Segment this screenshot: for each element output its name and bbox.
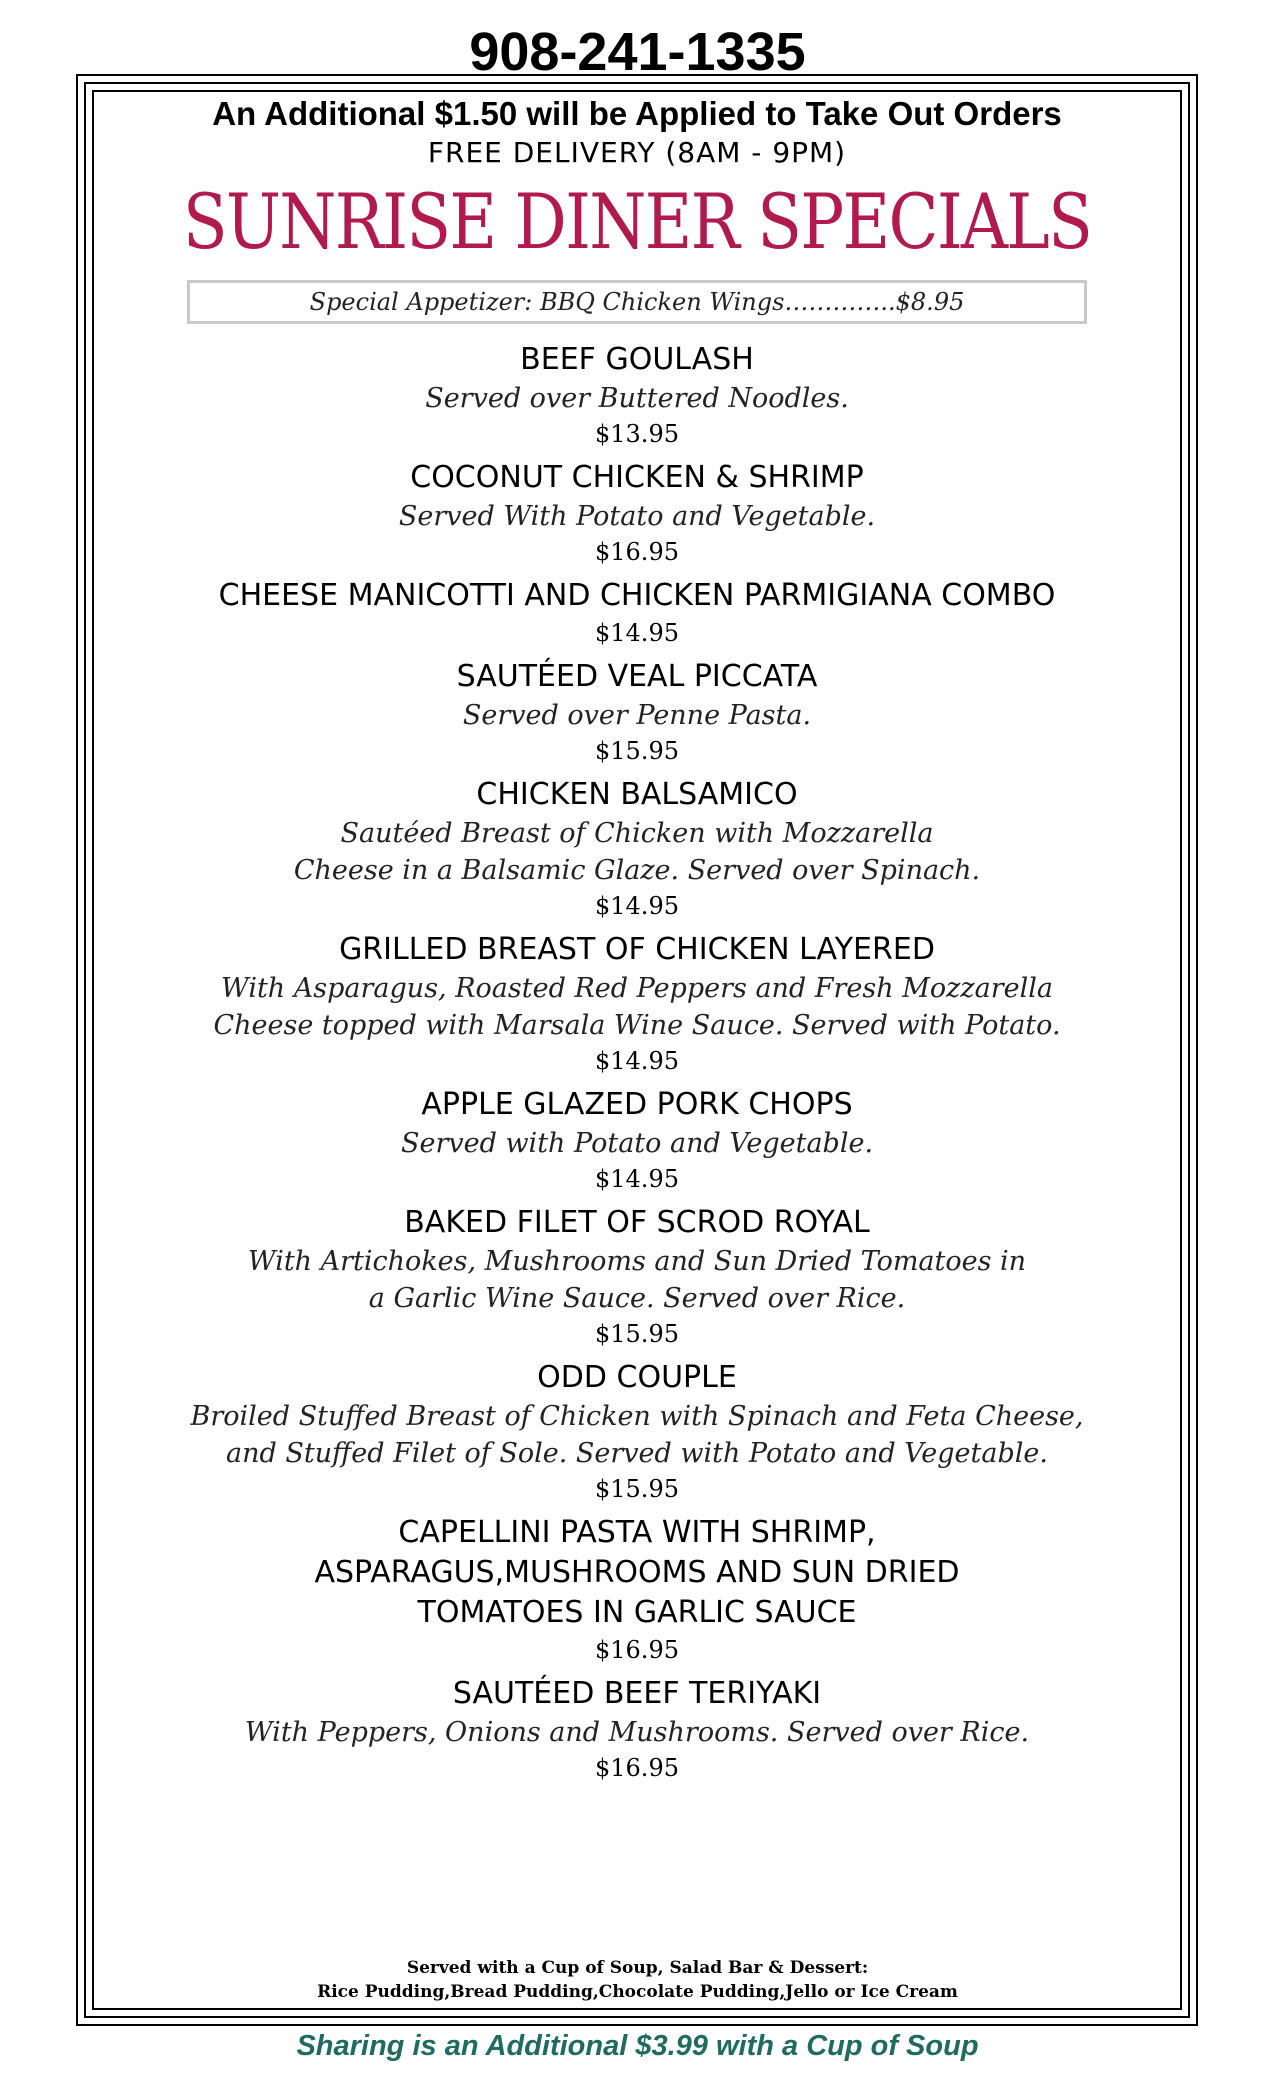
item-name: CAPELLINI PASTA WITH SHRIMP, ASPARAGUS,MUSHROOMS AND SUN DRIED TOMATOES IN GARLIC SAUCE: [314, 1515, 960, 1630]
item-price: $15.95: [595, 737, 679, 765]
item-description: With Asparagus, Roasted Red Peppers and Fresh Mozzarella Cheese topped with Marsala Wine Sauce. Served with Potato.: [213, 973, 1061, 1041]
footer-served-with: Served with a Cup of Soup, Salad Bar & Dessert:: [406, 1958, 869, 1978]
item-name: GRILLED BREAST OF CHICKEN LAYERED: [339, 932, 935, 967]
item-price: $14.95: [595, 892, 679, 920]
item-price: $15.95: [595, 1475, 679, 1503]
item-name: CHICKEN BALSAMICO: [476, 777, 798, 812]
item-price: $14.95: [595, 619, 679, 647]
menu-item: [100, 1197, 1174, 1352]
item-name: CHEESE MANICOTTI AND CHICKEN PARMIGIANA COMBO: [218, 578, 1056, 613]
item-description: With Peppers, Onions and Mushrooms. Served over Rice.: [244, 1717, 1030, 1748]
item-description: Served with Potato and Vegetable.: [400, 1128, 874, 1159]
item-name: BAKED FILET OF SCROD ROYAL: [404, 1205, 870, 1240]
item-name: SAUTÉED BEEF TERIYAKI: [452, 1676, 822, 1711]
menu-content: [100, 94, 1174, 1786]
item-name: BEEF GOULASH: [520, 342, 754, 377]
item-name: APPLE GLAZED PORK CHOPS: [421, 1087, 853, 1122]
item-price: $16.95: [595, 538, 679, 566]
item-description: Served over Buttered Noodles.: [425, 383, 849, 414]
footer-dessert-options: Rice Pudding,Bread Pudding,Chocolate Pudding,Jello or Ice Cream: [317, 1982, 958, 2002]
item-price: $15.95: [595, 1320, 679, 1348]
appetizer-text: Special Appetizer: BBQ Chicken Wings…………..$8.95: [309, 288, 965, 316]
item-name: SAUTÉED VEAL PICCATA: [456, 659, 818, 694]
sharing-notice: Sharing is an Additional $3.99 with a Cup of Soup: [296, 2030, 979, 2062]
menu-item: [100, 570, 1174, 651]
phone-number: 908-241-1335: [469, 22, 806, 82]
menu-item: [100, 1668, 1174, 1786]
item-description: Served over Penne Pasta.: [462, 700, 812, 731]
menu-item: [100, 651, 1174, 769]
menu-item: [100, 1079, 1174, 1197]
item-price: $16.95: [595, 1636, 679, 1664]
item-price: $13.95: [595, 420, 679, 448]
menu-item: [100, 1507, 1174, 1668]
item-description: Sautéed Breast of Chicken with Mozzarella Cheese in a Balsamic Glaze. Served over Spinach.: [293, 818, 981, 886]
item-description: Broiled Stuffed Breast of Chicken with Spinach and Feta Cheese, and Stuffed Filet of Sole. Served with Potato and Vegetable.: [190, 1401, 1084, 1469]
takeout-notice: An Additional $1.50 will be Applied to Take Out Orders: [212, 95, 1062, 132]
menu-item: [100, 769, 1174, 924]
item-price: $14.95: [595, 1047, 679, 1075]
item-name: ODD COUPLE: [537, 1360, 737, 1395]
menu-item: [100, 452, 1174, 570]
item-price: $16.95: [595, 1754, 679, 1782]
menu-item: [100, 924, 1174, 1079]
item-description: Served With Potato and Vegetable.: [398, 501, 876, 532]
item-description: With Artichokes, Mushrooms and Sun Dried Tomatoes in a Garlic Wine Sauce. Served over Rice.: [247, 1246, 1027, 1314]
delivery-notice: FREE DELIVERY (8AM - 9PM): [427, 136, 847, 169]
page-title: SUNRISE DINER SPECIALS: [182, 177, 1092, 266]
specials-list: [100, 334, 1174, 1786]
item-name: COCONUT CHICKEN & SHRIMP: [410, 460, 864, 495]
appetizer-box: [187, 280, 1087, 324]
item-price: $14.95: [595, 1165, 679, 1193]
menu-item: [100, 1352, 1174, 1507]
menu-item: [100, 334, 1174, 452]
